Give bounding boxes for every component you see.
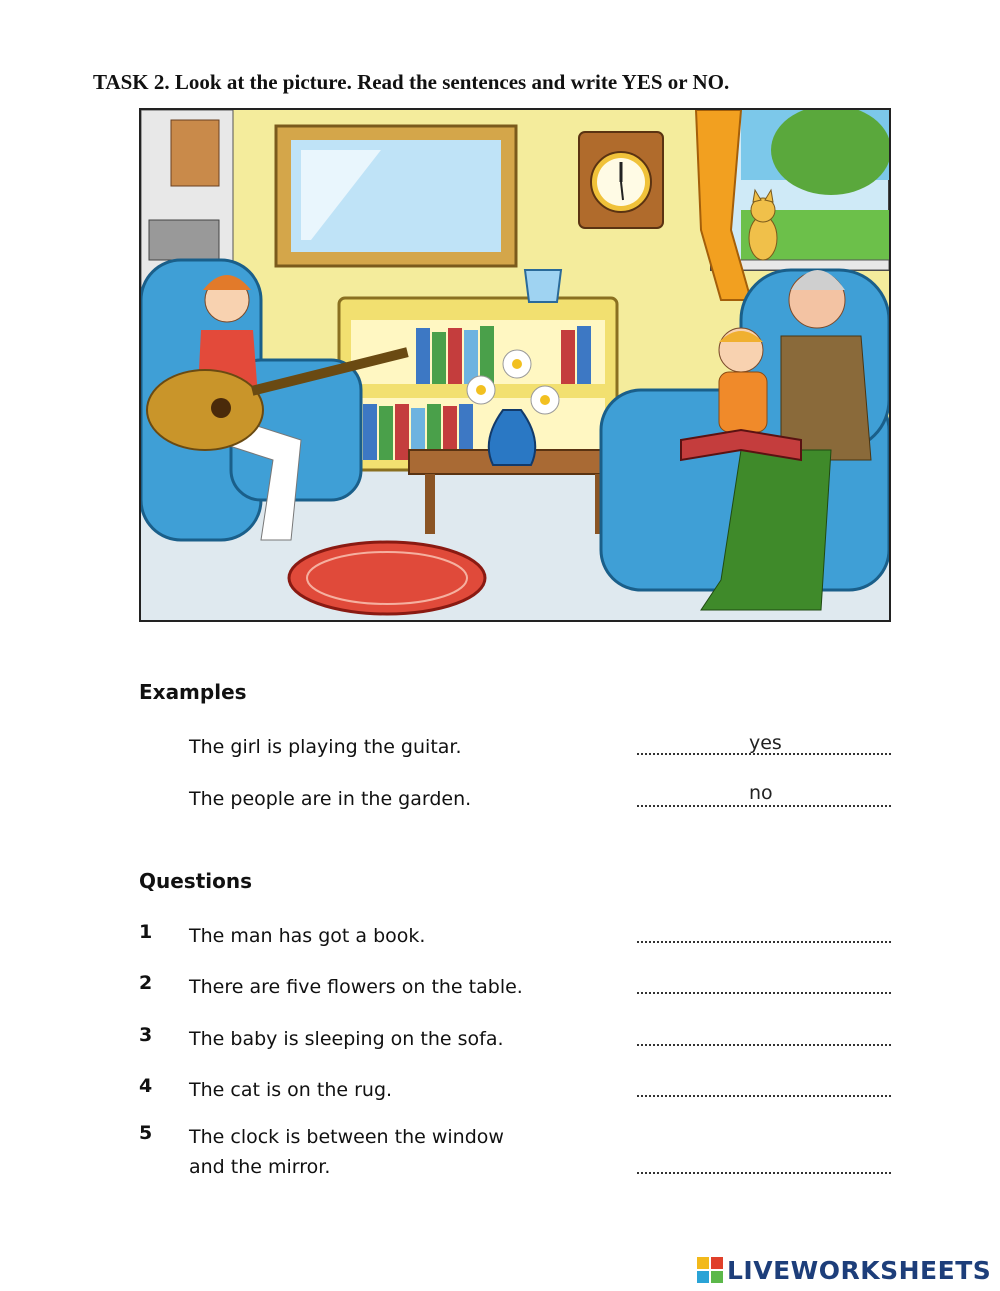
question-sentence: The man has got a book. bbox=[189, 925, 426, 947]
liveworksheets-logo[interactable] bbox=[697, 1254, 991, 1286]
clock-icon bbox=[579, 132, 663, 228]
question-sentence: There are five flowers on the table. bbox=[189, 976, 523, 998]
question-row bbox=[139, 1024, 894, 1064]
living-room-illustration bbox=[141, 110, 889, 620]
task-title: TASK 2. Look at the picture. Read the sentences and write YES or NO. bbox=[93, 70, 730, 94]
boy bbox=[719, 328, 767, 432]
questions-heading: Questions bbox=[139, 869, 253, 893]
brand-name: LIVEWORKSHEETS bbox=[727, 1255, 992, 1285]
answer-field[interactable] bbox=[637, 1170, 891, 1174]
answer-field[interactable] bbox=[637, 990, 891, 994]
question-number: 4 bbox=[139, 1075, 153, 1097]
question-row bbox=[139, 921, 894, 961]
example-row bbox=[139, 784, 894, 824]
liveworksheets-icon bbox=[697, 1257, 723, 1283]
question-sentence: The clock is between the window and the mirror. bbox=[189, 1126, 504, 1178]
example-answer: no bbox=[749, 782, 773, 804]
answer-field[interactable] bbox=[637, 1093, 891, 1097]
example-row bbox=[139, 732, 894, 772]
question-sentence: The cat is on the rug. bbox=[189, 1079, 393, 1101]
examples-heading: Examples bbox=[139, 680, 247, 704]
question-row bbox=[139, 1075, 894, 1115]
question-number: 1 bbox=[139, 921, 153, 943]
example-sentence: The girl is playing the guitar. bbox=[189, 736, 462, 758]
question-number: 5 bbox=[139, 1122, 153, 1144]
question-number: 2 bbox=[139, 972, 153, 994]
living-room-picture bbox=[139, 108, 891, 622]
question-row bbox=[139, 972, 894, 1012]
cat-icon bbox=[749, 190, 777, 260]
answer-field[interactable] bbox=[637, 1042, 891, 1046]
example-sentence: The people are in the garden. bbox=[189, 788, 472, 810]
answer-field[interactable] bbox=[637, 939, 891, 943]
question-sentence: The baby is sleeping on the sofa. bbox=[189, 1028, 504, 1050]
example-answer: yes bbox=[749, 732, 782, 754]
question-number: 3 bbox=[139, 1024, 153, 1046]
question-row bbox=[139, 1122, 894, 1186]
